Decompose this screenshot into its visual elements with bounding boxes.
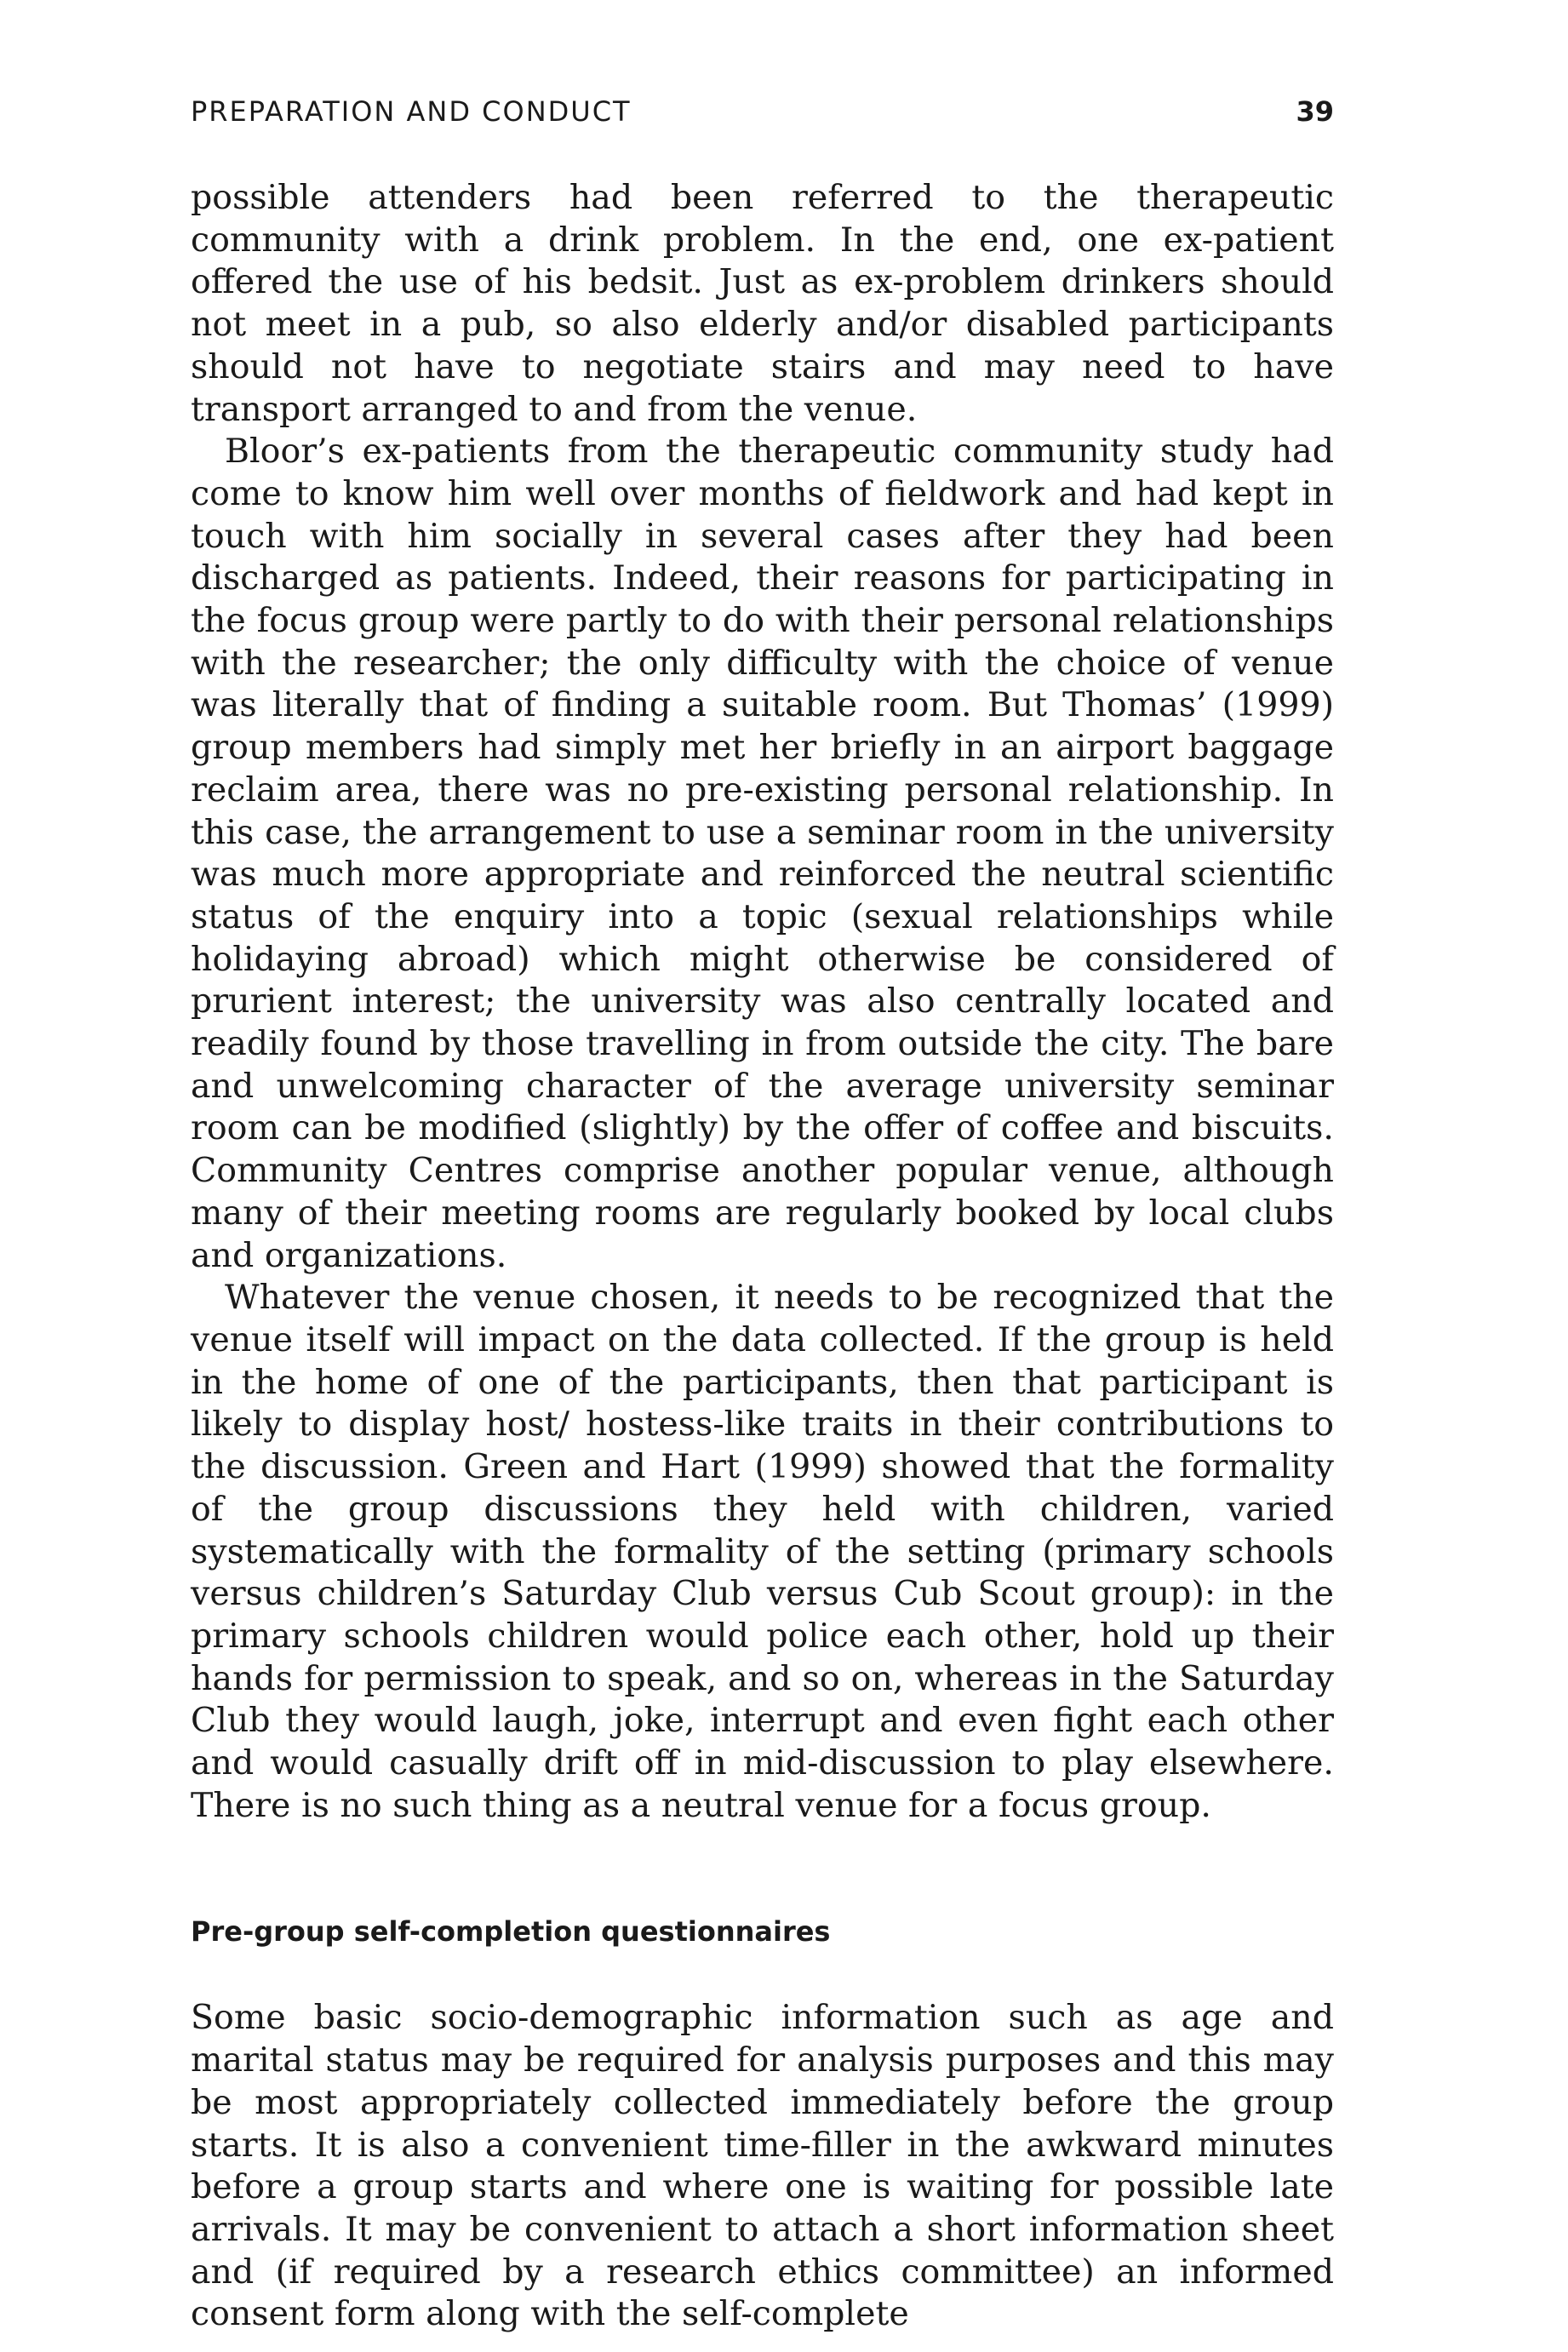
paragraph-venue-impact: Whatever the venue chosen, it needs to be recognized that the venue itself will impact on the data collected. If the group is held in the home of one of the participants, then that participant is likely to display host/ hostess-like traits in their contributions to the discussion. Green and Hart (1999) showed that the formality of the group discussions they held with children, varied systematically with the formality of the setting (primary schools versus children’s Saturday Club versus Cub Scout group): in the primary schools children would police each other, hold up their hands for permission to speak, and so on, whereas in the Saturday Club they would laugh, joke, interrupt and even fight each other and would casually drift off in mid-discussion to play elsewhere. There is no such thing as a neutral venue for a focus group. <box>191 1278 1334 1825</box>
paragraph-questionnaires: Some basic socio-demographic information such as age and marital status may be required for analysis purposes and this may be most appropriately collected immediately before the group starts. It is also a convenient time-filler in the awkward minutes before a group starts and where one is waiting for possible late arrivals. It may be convenient to attach a short information sheet and (if required by a research ethics committee) an informed consent form along with the self-complete <box>191 1998 1334 2334</box>
paragraph-continued: possible attenders had been referred to the therapeutic community with a drink problem. In the end, one ex-patient offered the use of his bedsit. Just as ex-problem drinkers should not meet in a pub, so also elderly and/or disabled participants should not have to negotiate stairs and may need to have transport arranged to and from the venue. <box>191 178 1334 429</box>
paragraph-venue-bloor: Bloor’s ex-patients from the therapeutic community study had come to know him well over months of fieldwork and had kept in touch with him socially in several cases after they had been discharged as patients. Indeed, their reasons for participating in the focus group were partly to do with their personal relationships with the researcher; the only difficulty with the choice of venue was literally that of finding a suitable room. But Thomas’ (1999) group members had simply met her briefly in an airport baggage reclaim area, there was no pre-existing personal relationship. In this case, the arrangement to use a seminar room in the university was much more appropriate and reinforced the neutral scientific status of the enquiry into a topic (sexual relationships while holidaying abroad) which might otherwise be considered of prurient interest; the university was also centrally located and readily found by those travelling in from outside the city. The bare and unwelcoming character of the average university seminar room can be modified (slightly) by the offer of coffee and biscuits. Community Centres comprise another popular venue, although many of their meeting rooms are regularly booked by local clubs and organizations. <box>191 432 1334 1275</box>
section-heading: Pre-group self-completion questionnaires <box>191 1915 831 1949</box>
running-head-title: PREPARATION AND CONDUCT <box>191 95 632 128</box>
body-text <box>191 177 1334 2336</box>
page-number: 39 <box>1296 95 1334 128</box>
running-head <box>191 95 1334 146</box>
